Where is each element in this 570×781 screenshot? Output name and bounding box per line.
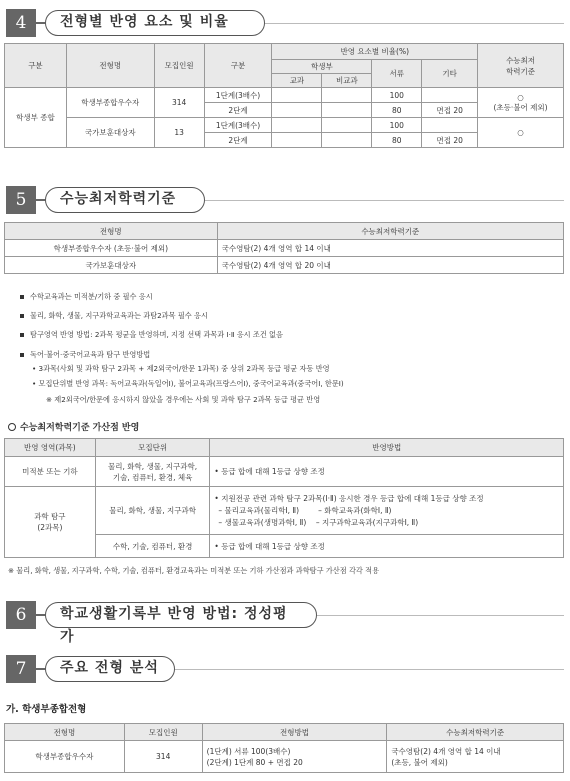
connector xyxy=(36,199,45,201)
min-cell xyxy=(387,741,564,773)
etc-cell: 면접 20 xyxy=(422,133,478,148)
method-line: (2단계) 1단계 80 + 면접 20 xyxy=(206,757,303,767)
name-cell: 학생부종합우수자 xyxy=(5,741,125,773)
section-5-header xyxy=(6,186,564,214)
header-method: 전형방법 xyxy=(202,724,387,741)
analysis-table xyxy=(4,723,564,773)
header-etc: 기타 xyxy=(422,60,478,88)
connector xyxy=(36,614,45,616)
empty-cell xyxy=(322,88,372,103)
bullet-item xyxy=(20,311,208,321)
header-hsr: 학생부 xyxy=(272,60,372,74)
name-cell: 국가보훈대상자 xyxy=(5,257,218,274)
section-title: 학교생활기록부 반영 방법: 정성평가 xyxy=(45,602,317,628)
bonus-table xyxy=(4,438,564,558)
recruit-cell: 314 xyxy=(124,741,202,773)
header-min: 수능최저학력기준 xyxy=(217,223,563,240)
section-4-header xyxy=(6,9,564,37)
divider xyxy=(265,23,564,24)
empty-cell xyxy=(272,88,322,103)
stage-cell: 2단계 xyxy=(204,133,272,148)
sub-bullet: • 모집단위별 반영 과목: 독어교육과(독일어Ⅰ), 불어교육과(프랑스어Ⅰ), 중국어교육과(중국어Ⅰ, 한문Ⅰ) xyxy=(32,379,344,388)
header-gubun2: 구분 xyxy=(204,44,272,88)
divider xyxy=(317,615,564,616)
bullet-square-icon xyxy=(20,314,24,318)
method-line: (1단계) 서류 100(3배수) xyxy=(206,746,291,756)
area-cell: 미적분 또는 기하 xyxy=(5,457,96,487)
header-unit: 모집단위 xyxy=(95,439,210,457)
footnote: ※ 물리, 화학, 생물, 지구과학, 수학, 기술, 컴퓨터, 환경교육과는 미적분 또는 기하 가산점과 과학탐구 가산점 각각 적용 xyxy=(8,566,380,575)
stage-cell: 2단계 xyxy=(204,103,272,118)
bullet-text: 수학교육과는 미적분/기하 중 필수 응시 xyxy=(30,292,153,301)
empty-cell xyxy=(322,103,372,118)
header-recruit: 모집인원 xyxy=(154,44,204,88)
category-cell: 학생부 종합 xyxy=(5,88,67,148)
header-min: 수능최저학력기준 xyxy=(387,724,564,741)
min-cell: 국수영탐(2) 4개 영역 합 14 이내 xyxy=(217,240,563,257)
method-cell: • 등급 합에 대해 1등급 상향 조정 xyxy=(210,457,564,487)
header-name: 전형명 xyxy=(5,724,125,741)
stage-cell: 1단계(3배수) xyxy=(204,88,272,103)
name-cell: 학생부종합우수자 (초등·불어 제외) xyxy=(5,240,218,257)
selection-ratio-table xyxy=(4,43,564,148)
bonus-title xyxy=(8,420,139,433)
header-name: 전형명 xyxy=(66,44,154,88)
docs-cell: 100 xyxy=(372,88,422,103)
header-docs: 서류 xyxy=(372,60,422,88)
subsection-title: 가. 학생부종합전형 xyxy=(6,704,87,715)
min-cell xyxy=(478,88,564,118)
section-number: 6 xyxy=(6,601,36,629)
connector xyxy=(36,668,45,670)
min-line: 국수영탐(2) 4개 영역 합 14 이내 xyxy=(391,746,501,756)
divider xyxy=(205,200,564,201)
bullet-item xyxy=(20,330,283,340)
empty-cell xyxy=(322,118,372,133)
header-ratio: 반영 요소별 비율(%) xyxy=(272,44,478,60)
area-line: 과학 탐구 xyxy=(34,512,66,521)
sub-bullet: • 3과목(사회 및 과학 탐구 2과목 + 제2외국어/한문 1과목) 중 상위 2과목 등급 평균 자동 반영 xyxy=(32,364,330,373)
docs-cell: 100 xyxy=(372,118,422,133)
name-cell: 학생부종합우수자 xyxy=(66,88,154,118)
section-7-header xyxy=(6,655,564,683)
header-name: 전형명 xyxy=(5,223,218,240)
section-6-header xyxy=(6,601,564,645)
header-recruit: 모집인원 xyxy=(124,724,202,741)
empty-cell xyxy=(422,88,478,103)
section-number: 4 xyxy=(6,9,36,37)
header-gyogwa: 교과 xyxy=(272,74,322,88)
area-line: (2과목) xyxy=(37,523,63,532)
divider xyxy=(175,669,564,670)
docs-cell: 80 xyxy=(372,133,422,148)
name-cell: 국가보훈대상자 xyxy=(66,118,154,148)
min-note: (초등·불어 제외) xyxy=(493,102,548,112)
empty-cell xyxy=(272,118,322,133)
min-cell: ○ xyxy=(478,118,564,148)
circle-icon xyxy=(8,423,16,431)
section-title: 전형별 반영 요소 및 비율 xyxy=(45,10,265,36)
bullet-square-icon xyxy=(20,353,24,357)
min-cell: 국수영탐(2) 4개 영역 합 20 이내 xyxy=(217,257,563,274)
unit-line: 물리, 화학, 생물, 지구과학, xyxy=(108,461,198,471)
header-min: 수능최저 학력기준 xyxy=(478,44,564,88)
method-line: – 생물교육과(생명과학Ⅰ, Ⅱ) – 지구과학교육과(지구과학Ⅰ, Ⅱ) xyxy=(218,517,419,527)
bullet-text: 탐구영역 반영 방법: 2과목 평균을 반영하며, 지정 선택 과목과 Ⅰ·Ⅱ 응시 조건 없음 xyxy=(30,330,283,339)
bullet-item xyxy=(20,292,153,302)
section-title: 수능최저학력기준 xyxy=(45,187,205,213)
connector xyxy=(36,22,45,24)
method-line: – 물리교육과(물리학Ⅰ, Ⅱ) – 화학교육과(화학Ⅰ, Ⅱ) xyxy=(218,505,392,515)
docs-cell: 80 xyxy=(372,103,422,118)
unit-cell xyxy=(95,457,210,487)
header-method: 반영방법 xyxy=(210,439,564,457)
unit-line: 기술, 컴퓨터, 환경, 체육 xyxy=(112,472,193,482)
bullet-square-icon xyxy=(20,333,24,337)
method-cell xyxy=(210,487,564,535)
min-mark: ○ xyxy=(517,92,524,102)
section-number: 5 xyxy=(6,186,36,214)
method-line: • 지원전공 관련 과학 탐구 2과목(Ⅰ·Ⅱ) 응시한 경우 등급 합에 대해 1등급 상향 조정 xyxy=(214,493,484,503)
section-number: 7 xyxy=(6,655,36,683)
min-standard-table xyxy=(4,222,564,274)
section-title: 주요 전형 분석 xyxy=(45,656,175,682)
recruit-cell: 13 xyxy=(154,118,204,148)
unit-cell: 수학, 기술, 컴퓨터, 환경 xyxy=(95,535,210,558)
bullet-item xyxy=(20,350,150,360)
empty-cell xyxy=(272,133,322,148)
recruit-cell: 314 xyxy=(154,88,204,118)
method-cell: • 등급 합에 대해 1등급 상향 조정 xyxy=(210,535,564,558)
bonus-title-text: 수능최저학력기준 가산점 반영 xyxy=(20,423,140,433)
empty-cell xyxy=(422,118,478,133)
empty-cell xyxy=(272,103,322,118)
header-gubun: 구분 xyxy=(5,44,67,88)
empty-cell xyxy=(322,133,372,148)
etc-cell: 면접 20 xyxy=(422,103,478,118)
sub-note: ※ 제2외국어/한문에 응시하지 않았을 경우에는 사회 및 과학 탐구 2과목 등급 평균 반영 xyxy=(46,395,321,404)
bullet-text: 독어·불어·중국어교육과 탐구 반영방법 xyxy=(30,350,151,359)
bullet-square-icon xyxy=(20,295,24,299)
min-line: (초등, 불어 제외) xyxy=(391,757,448,767)
header-area: 반영 영역(과목) xyxy=(5,439,96,457)
area-cell xyxy=(5,487,96,558)
header-bigyogwa: 비교과 xyxy=(322,74,372,88)
stage-cell: 1단계(3배수) xyxy=(204,118,272,133)
bullet-text: 물리, 화학, 생물, 지구과학교육과는 과탐2과목 필수 응시 xyxy=(30,311,208,320)
method-cell xyxy=(202,741,387,773)
unit-cell: 물리, 화학, 생물, 지구과학 xyxy=(95,487,210,535)
